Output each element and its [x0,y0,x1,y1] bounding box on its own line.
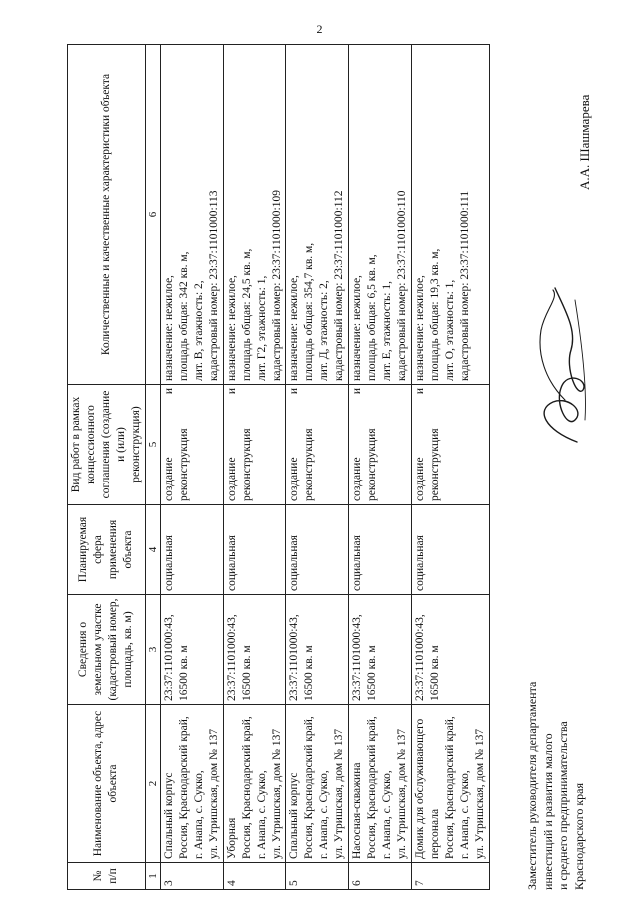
work-type [223,385,286,505]
object-characteristics [349,45,412,385]
work-type-conjunction: и [162,388,175,395]
signatory-position [525,682,587,890]
row-number: 3 [160,863,223,890]
characteristic-line: площадь общая: 19,3 кв. м, [428,248,441,381]
name-line: г. Анапа, с. Сукко, [318,770,331,859]
handwritten-signature [525,280,600,450]
name-line: ул. Утришская, дом № 137 [270,728,283,859]
row-number: 4 [223,863,286,890]
land-plot-info [223,595,286,705]
object-name-address [349,705,412,863]
object-name-address [286,705,349,863]
name-line: Домик для обслуживающего [413,718,426,859]
work-type-line [287,388,302,501]
name-line: ул. Утришская, дом № 137 [473,728,486,859]
column-number: 4 [145,505,160,595]
land-plot-info [160,595,223,705]
objects-table [67,44,490,890]
table-row [286,45,349,890]
land-line: 23:37:1101000:43, [162,614,175,701]
application-sphere: социальная [160,505,223,595]
land-line: 16500 кв. м [177,645,190,701]
characteristic-line: площадь общая: 24,5 кв. м, [240,248,253,381]
row-number: 5 [286,863,349,890]
name-line: г. Анапа, с. Сукко, [255,770,268,859]
work-type-create: создание [351,457,364,501]
land-plot-info [411,595,489,705]
characteristic-line: назначение: нежилое, [351,275,364,381]
work-type-create: создание [288,457,301,501]
work-type [411,385,489,505]
header-number: № п/п [68,863,146,890]
application-sphere: социальная [286,505,349,595]
work-type [160,385,223,505]
header-sphere: Планируемая сфера применения объекта [68,505,146,595]
characteristic-line: лит. О, этажность: 1, [443,279,456,381]
land-line: 23:37:1101000:43, [351,614,364,701]
characteristic-line: лит. В, этажность: 2, [192,280,205,381]
work-type-create: создание [162,457,175,501]
object-characteristics [160,45,223,385]
work-type [349,385,412,505]
name-line: г. Анапа, с. Сукко, [458,770,471,859]
characteristic-line: назначение: нежилое, [162,275,175,381]
name-line: Россия, Краснодарский край, [303,716,316,859]
table-row [223,45,286,890]
land-line: 16500 кв. м [366,645,379,701]
table-row [349,45,412,890]
header-works: Вид работ в рамках концессионного соглашения (создание и (или) реконструкция) [68,385,146,505]
name-line: Россия, Краснодарский край, [443,716,456,859]
characteristic-line: лит. Г2, этажность: 1, [255,275,268,381]
work-type-reconstruct: реконструкция [177,428,190,501]
characteristic-line: назначение: нежилое, [413,275,426,381]
characteristic-line: кадастровый номер: 23:37:1101000:111 [458,190,471,381]
table-header-row [68,45,146,890]
work-type-conjunction: и [413,388,426,395]
row-number: 6 [349,863,412,890]
work-type-line [162,388,177,501]
object-name-address [223,705,286,863]
work-type-line [413,388,428,501]
object-name-address [160,705,223,863]
name-line: Уборная [225,817,238,859]
characteristic-line: площадь общая: 342 кв. м, [177,251,190,381]
land-plot-info [349,595,412,705]
characteristic-line: назначение: нежилое, [288,275,301,381]
column-number: 1 [145,863,160,890]
name-line: ул. Утришская, дом № 137 [207,728,220,859]
name-line: Спальный корпус [288,772,301,859]
name-line: ул. Утришская, дом № 137 [396,728,409,859]
work-type-conjunction: и [288,388,301,395]
work-type-reconstruct: реконструкция [366,428,379,501]
header-land-info: Сведения о земельном участке (кадастровый номер, площадь, кв. м) [68,595,146,705]
column-number: 5 [145,385,160,505]
name-line: Россия, Краснодарский край, [366,716,379,859]
name-line: ул. Утришская, дом № 137 [333,728,346,859]
table-row [411,45,489,890]
land-line: 16500 кв. м [303,645,316,701]
work-type [286,385,349,505]
land-plot-info [286,595,349,705]
work-type-line [350,388,365,501]
position-line: Краснодарского края [571,782,586,890]
characteristic-line: кадастровый номер: 23:37:1101000:113 [207,190,220,381]
signature-block [525,45,600,890]
position-line: инвестиций и развития малого [540,733,555,890]
position-line: Заместитель руководителя департамента [525,681,539,890]
characteristic-line: кадастровый номер: 23:37:1101000:112 [333,190,346,381]
characteristic-line: назначение: нежилое, [225,275,238,381]
object-characteristics [411,45,489,385]
work-type-create: создание [413,457,426,501]
header-object-name: Наименование объекта, адрес объекта [68,705,146,863]
work-type-create: создание [225,457,238,501]
column-number-row [145,45,160,890]
column-number: 3 [145,595,160,705]
land-line: 16500 кв. м [240,645,253,701]
table-body [160,45,489,890]
characteristic-line: площадь общая: 354,7 кв. м, [303,242,316,381]
work-type-reconstruct: реконструкция [303,428,316,501]
land-line: 23:37:1101000:43, [413,614,426,701]
column-number: 2 [145,705,160,863]
object-characteristics [223,45,286,385]
page-number: 2 [316,22,323,36]
land-line: 23:37:1101000:43, [225,614,238,701]
name-line: персонала [428,808,441,859]
name-line: Россия, Краснодарский край, [177,716,190,859]
name-line: Россия, Краснодарский край, [240,716,253,859]
header-characteristics: Количественные и качественные характеристики объекта [68,45,146,385]
object-characteristics [286,45,349,385]
characteristic-line: лит. Д, этажность: 2, [318,280,331,381]
characteristic-line: площадь общая: 6,5 кв. м, [366,254,379,381]
application-sphere: социальная [223,505,286,595]
name-line: Спальный корпус [162,772,175,859]
column-number: 6 [145,45,160,385]
name-line: г. Анапа, с. Сукко, [192,770,205,859]
application-sphere: социальная [349,505,412,595]
row-number: 7 [411,863,489,890]
application-sphere: социальная [411,505,489,595]
position-line: и среднего предпринимательства [556,721,571,890]
work-type-conjunction: и [225,388,238,395]
work-type-line [225,388,240,501]
characteristic-line: кадастровый номер: 23:37:1101000:109 [270,190,283,381]
work-type-reconstruct: реконструкция [428,428,441,501]
land-line: 16500 кв. м [428,645,441,701]
object-name-address [411,705,489,863]
work-type-reconstruct: реконструкция [240,428,253,501]
characteristic-line: кадастровый номер: 23:37:1101000:110 [396,190,409,381]
signatory-name: А.А. Шашмарева [577,94,592,190]
characteristic-line: лит. Е, этажность: 1, [381,281,394,381]
work-type-conjunction: и [351,388,364,395]
land-line: 23:37:1101000:43, [288,614,301,701]
name-line: Насосная-скважина [351,762,364,859]
name-line: г. Анапа, с. Сукко, [381,770,394,859]
table-row [160,45,223,890]
rotated-landscape-content [30,45,600,890]
